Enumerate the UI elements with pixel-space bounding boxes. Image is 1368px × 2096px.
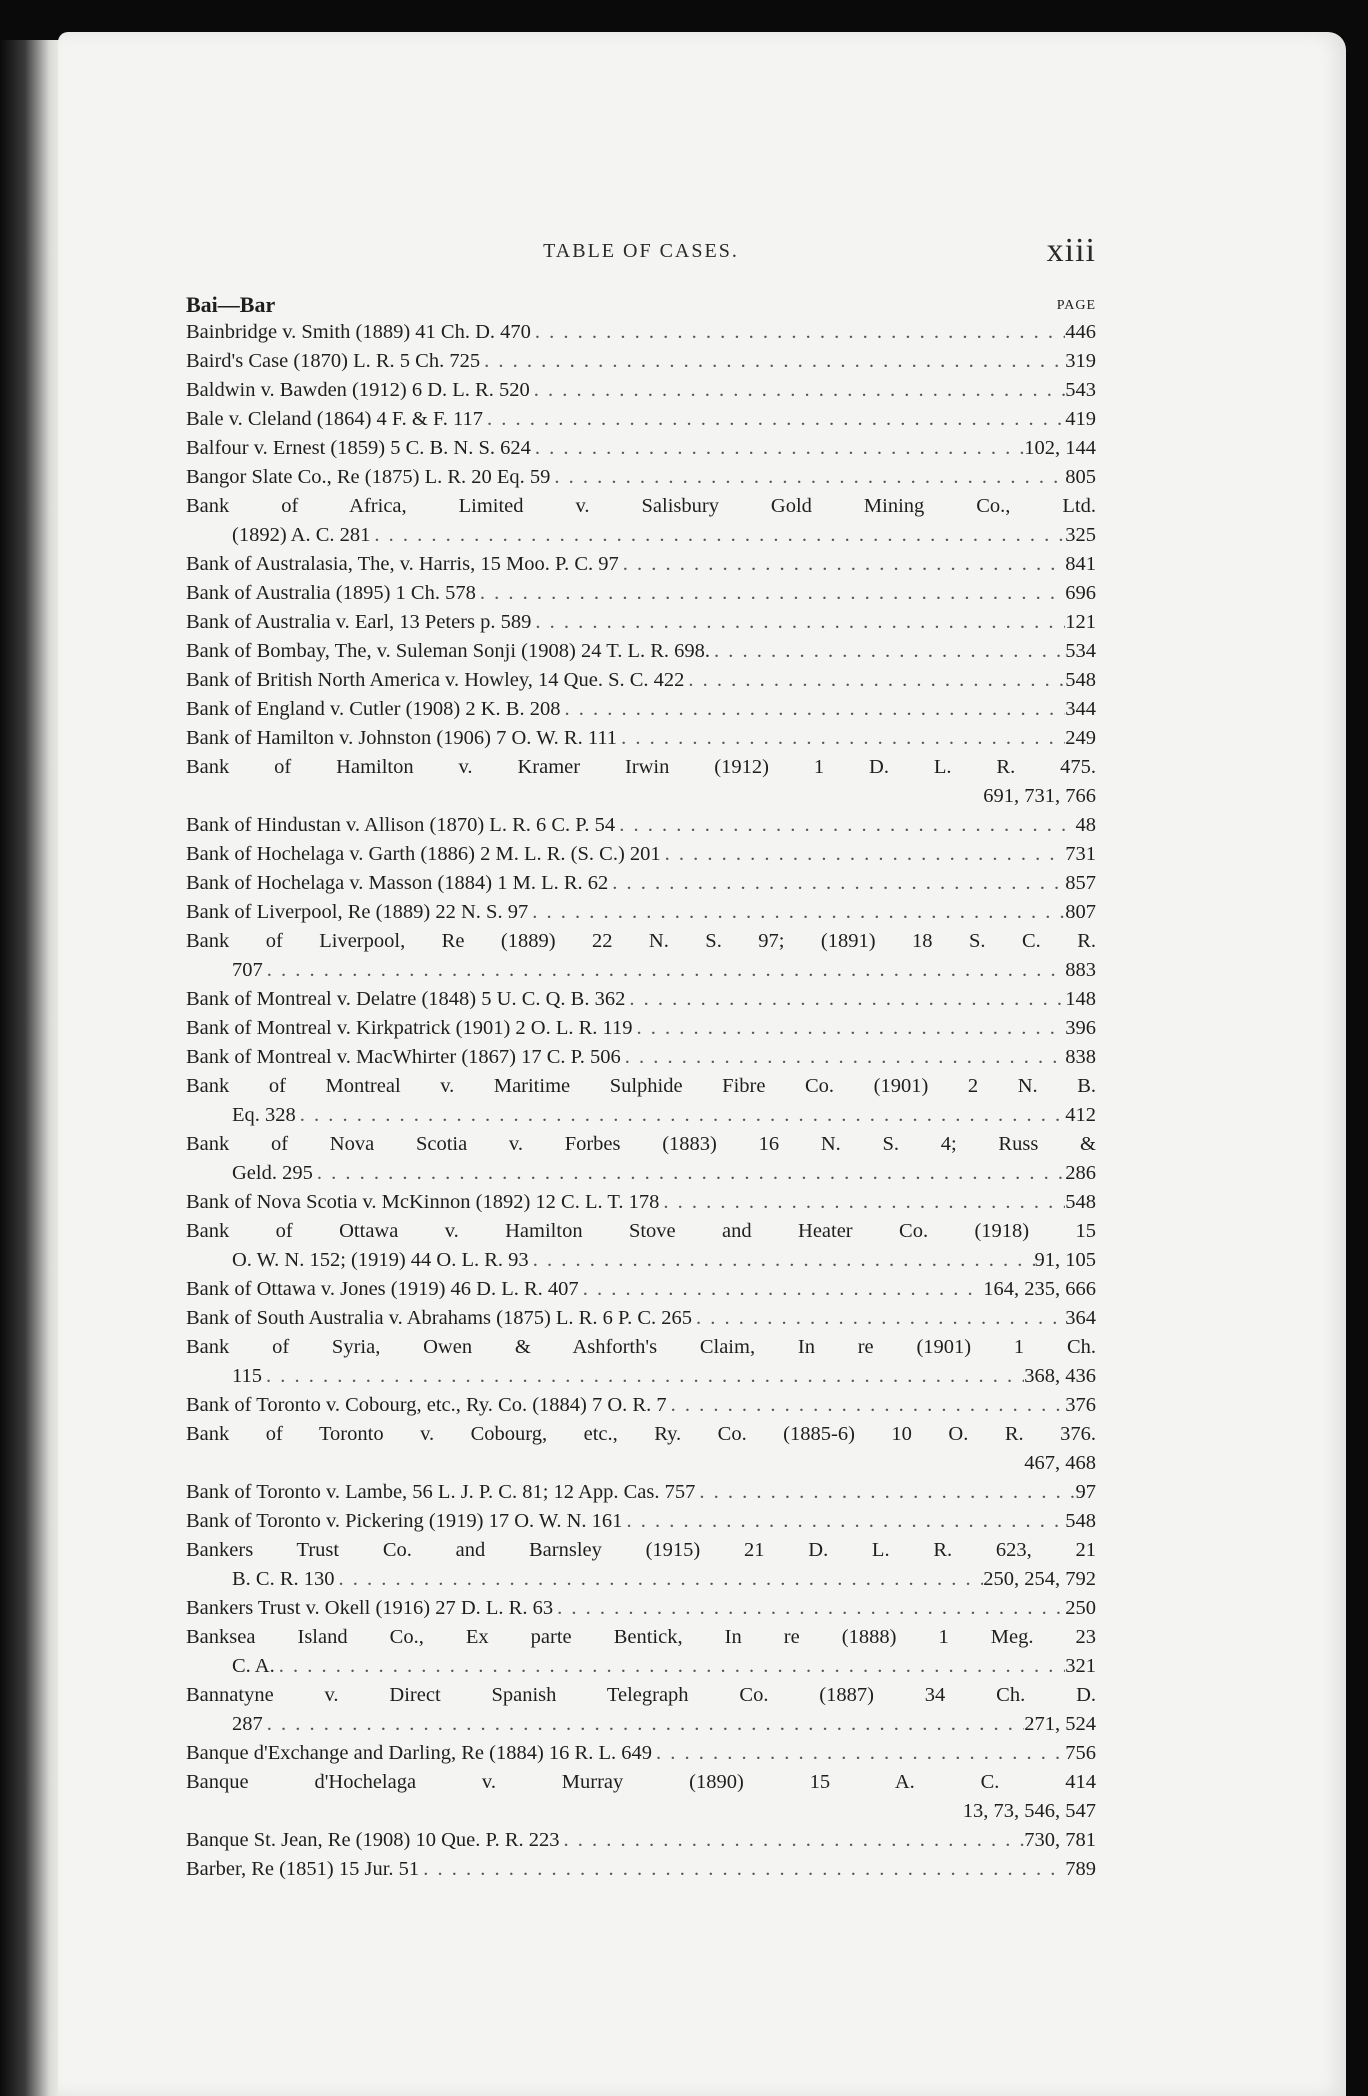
index-line: [186, 1420, 1096, 1449]
page-reference: 731: [1065, 843, 1096, 865]
index-line: [186, 1188, 1096, 1217]
index-line: [186, 463, 1096, 492]
case-citation: Bank of Bombay, The, v. Suleman Sonji (1908) 24 T. L. R. 698.: [186, 640, 711, 662]
dot-leader: [667, 1391, 1066, 1420]
index-line: [186, 753, 1096, 782]
page-reference: 805: [1065, 466, 1096, 488]
index-line: [186, 1246, 1096, 1275]
case-citation: Bank of Hamilton v. Johnston (1906) 7 O. W. R. 111: [186, 727, 618, 749]
dot-leader: [621, 1043, 1065, 1072]
case-citation: Baldwin v. Bawden (1912) 6 D. L. R. 520: [186, 379, 530, 401]
dot-leader: [476, 579, 1065, 608]
case-citation: Bank of Toronto v. Cobourg, etc., Ry. Co. (1885-6) 10 O. R. 376.: [186, 1423, 1096, 1445]
page-reference: 344: [1065, 698, 1096, 720]
dot-leader: [529, 1246, 1035, 1275]
dot-leader: [483, 405, 1065, 434]
case-citation: Barber, Re (1851) 15 Jur. 51: [186, 1858, 420, 1880]
dot-leader: [531, 434, 1024, 463]
page-reference: 121: [1065, 611, 1096, 633]
page-reference: 364: [1065, 1307, 1096, 1329]
case-citation: 115: [232, 1365, 262, 1387]
running-title: TABLE OF CASES.: [543, 240, 739, 262]
page-reference: 13, 73, 546, 547: [962, 1800, 1096, 1822]
index-line: [186, 318, 1096, 347]
case-index-list: [186, 318, 1096, 1884]
case-citation: Bank of Ottawa v. Hamilton Stove and Heater Co. (1918) 15: [186, 1220, 1096, 1242]
case-citation: Bank of South Australia v. Abrahams (1875) L. R. 6 P. C. 265: [186, 1307, 693, 1329]
index-line: [186, 1217, 1096, 1246]
case-citation: Bank of Hochelaga v. Masson (1884) 1 M. L. R. 62: [186, 872, 609, 894]
index-line: [186, 579, 1096, 608]
page-reference: 883: [1065, 959, 1096, 981]
dot-leader: [619, 550, 1066, 579]
page-reference: 534: [1065, 640, 1096, 662]
dot-leader: [633, 1014, 1066, 1043]
index-line: [186, 1768, 1096, 1797]
index-line: [186, 608, 1096, 637]
page-reference: 548: [1065, 669, 1096, 691]
dot-leader: [313, 1159, 1065, 1188]
case-citation: Geld. 295: [232, 1162, 313, 1184]
page-reference: 396: [1065, 1017, 1096, 1039]
page-reference: 148: [1065, 988, 1096, 1010]
index-line: [186, 1362, 1096, 1391]
index-line: [186, 782, 1096, 811]
dot-leader: [419, 1855, 1065, 1884]
case-citation: Bank of Australia v. Earl, 13 Peters p. 589: [186, 611, 532, 633]
case-citation: Bank of Syria, Owen & Ashforth's Claim, In re (1901) 1 Ch.: [186, 1336, 1096, 1358]
index-line: [186, 1623, 1096, 1652]
page-reference: 419: [1065, 408, 1096, 430]
page-reference: 325: [1065, 524, 1096, 546]
case-citation: Bank of Montreal v. MacWhirter (1867) 17 C. P. 506: [186, 1046, 621, 1068]
case-citation: Banque d'Exchange and Darling, Re (1884) 16 R. L. 649: [186, 1742, 652, 1764]
index-line: [186, 927, 1096, 956]
index-line: [186, 1681, 1096, 1710]
dot-leader: [617, 724, 1065, 753]
case-citation: 287: [232, 1713, 263, 1735]
index-line: [186, 347, 1096, 376]
dot-leader: [560, 695, 1065, 724]
dot-leader: [661, 840, 1066, 869]
case-citation: Bank of Toronto v. Cobourg, etc., Ry. Co. (1884) 7 O. R. 7: [186, 1394, 667, 1416]
page-reference: 756: [1065, 1742, 1096, 1764]
index-line: [186, 1391, 1096, 1420]
index-line: [186, 1536, 1096, 1565]
index-line: [186, 1507, 1096, 1536]
index-line: [186, 695, 1096, 724]
case-citation: Bank of Nova Scotia v. Forbes (1883) 16 N. S. 4; Russ &: [186, 1133, 1096, 1155]
case-citation: Bank of Montreal v. Maritime Sulphide Fibre Co. (1901) 2 N. B.: [186, 1075, 1096, 1097]
dot-leader: [622, 1507, 1065, 1536]
case-citation: Bank of Hindustan v. Allison (1870) L. R. 6 C. P. 54: [186, 814, 616, 836]
dot-leader: [560, 1826, 1025, 1855]
case-citation: Bank of England v. Cutler (1908) 2 K. B. 208: [186, 698, 561, 720]
case-citation: Banksea Island Co., Ex parte Bentick, In re (1888) 1 Meg. 23: [186, 1626, 1096, 1648]
dot-leader: [695, 1478, 1075, 1507]
case-citation: Bankers Trust v. Okell (1916) 27 D. L. R. 63: [186, 1597, 554, 1619]
book-spine-shadow: [0, 40, 62, 2096]
case-citation: Eq. 328: [232, 1104, 296, 1126]
index-line: [186, 869, 1096, 898]
index-line: [186, 492, 1096, 521]
index-line: [186, 956, 1096, 985]
page-reference: 97: [1075, 1481, 1096, 1503]
index-line: [186, 1014, 1096, 1043]
index-line: [186, 405, 1096, 434]
page-reference: 286: [1065, 1162, 1096, 1184]
case-citation: Bale v. Cleland (1864) 4 F. & F. 117: [186, 408, 483, 430]
dot-leader: [531, 608, 1065, 637]
index-line: [186, 1594, 1096, 1623]
page-reference: 696: [1065, 582, 1096, 604]
case-citation: (1892) A. C. 281: [232, 524, 371, 546]
case-citation: Bank of Montreal v. Kirkpatrick (1901) 2 O. L. R. 119: [186, 1017, 633, 1039]
page-reference: 548: [1065, 1191, 1096, 1213]
index-line: [186, 1855, 1096, 1884]
running-header: [186, 232, 1096, 272]
dot-leader: [615, 811, 1075, 840]
index-line: [186, 1275, 1096, 1304]
page-reference: 319: [1065, 350, 1096, 372]
index-line: [186, 724, 1096, 753]
page-reference: 467, 468: [1024, 1452, 1096, 1474]
page-reference: 321: [1065, 1655, 1096, 1677]
page-reference: 789: [1065, 1858, 1096, 1880]
dot-leader: [275, 1652, 1066, 1681]
page-reference: 691, 731, 766: [983, 785, 1096, 807]
index-line: [186, 1565, 1096, 1594]
case-citation: Bainbridge v. Smith (1889) 41 Ch. D. 470: [186, 321, 531, 343]
dot-leader: [262, 1362, 1024, 1391]
dot-leader: [553, 1594, 1065, 1623]
case-citation: Bank of Montreal v. Delatre (1848) 5 U. C. Q. B. 362: [186, 988, 626, 1010]
index-line: [186, 1043, 1096, 1072]
page-reference: 164, 235, 666: [983, 1278, 1096, 1300]
index-line: [186, 1072, 1096, 1101]
case-citation: Banque d'Hochelaga v. Murray (1890) 15 A. C. 414: [186, 1771, 1096, 1793]
page-reference: 730, 781: [1024, 1829, 1096, 1851]
index-line: [186, 840, 1096, 869]
dot-leader: [296, 1101, 1065, 1130]
index-line: [186, 1333, 1096, 1362]
page-reference: 446: [1065, 321, 1096, 343]
case-citation: Bankers Trust Co. and Barnsley (1915) 21 D. L. R. 623, 21: [186, 1539, 1096, 1561]
case-citation: Bank of Africa, Limited v. Salisbury Gold Mining Co., Ltd.: [186, 495, 1096, 517]
page-reference: 271, 524: [1024, 1713, 1096, 1735]
index-line: [186, 376, 1096, 405]
page-reference: 250: [1065, 1597, 1096, 1619]
case-citation: Balfour v. Ernest (1859) 5 C. B. N. S. 624: [186, 437, 531, 459]
index-line: [186, 1159, 1096, 1188]
page-reference: 841: [1065, 553, 1096, 575]
index-line: [186, 1652, 1096, 1681]
index-line: [186, 1101, 1096, 1130]
alphabetical-range: Bai—Bar: [186, 292, 276, 317]
page-reference: 412: [1065, 1104, 1096, 1126]
index-line: [186, 666, 1096, 695]
dot-leader: [335, 1565, 984, 1594]
page-reference: 48: [1075, 814, 1096, 836]
case-citation: O. W. N. 152; (1919) 44 O. L. R. 93: [232, 1249, 529, 1271]
index-line: [186, 985, 1096, 1014]
index-line: [186, 521, 1096, 550]
dot-leader: [684, 666, 1065, 695]
dot-leader: [370, 521, 1065, 550]
index-line: [186, 1449, 1096, 1478]
case-citation: Bank of Hochelaga v. Garth (1886) 2 M. L. R. (S. C.) 201: [186, 843, 661, 865]
index-line: [186, 1739, 1096, 1768]
case-citation: Baird's Case (1870) L. R. 5 Ch. 725: [186, 350, 481, 372]
case-citation: Bangor Slate Co., Re (1875) L. R. 20 Eq. 59: [186, 466, 551, 488]
index-line: [186, 1130, 1096, 1159]
dot-leader: [652, 1739, 1065, 1768]
case-citation: Bank of Australasia, The, v. Harris, 15 Moo. P. C. 97: [186, 553, 619, 575]
case-citation: Bank of Hamilton v. Kramer Irwin (1912) 1 D. L. R. 475.: [186, 756, 1096, 778]
case-citation: Bannatyne v. Direct Spanish Telegraph Co. (1887) 34 Ch. D.: [186, 1684, 1096, 1706]
page-reference: 543: [1065, 379, 1096, 401]
case-citation: Bank of Toronto v. Pickering (1919) 17 O. W. N. 161: [186, 1510, 623, 1532]
page-reference: 250, 254, 792: [983, 1568, 1096, 1590]
index-line: [186, 1478, 1096, 1507]
case-citation: Bank of Australia (1895) 1 Ch. 578: [186, 582, 476, 604]
dot-leader: [710, 637, 1065, 666]
case-citation: Bank of Liverpool, Re (1889) 22 N. S. 97; (1891) 18 S. C. R.: [186, 930, 1096, 952]
dot-leader: [625, 985, 1065, 1014]
page-reference: 838: [1065, 1046, 1096, 1068]
dot-leader: [692, 1304, 1065, 1333]
dot-leader: [263, 956, 1066, 985]
page-number: xiii: [1046, 232, 1096, 269]
index-line: [186, 811, 1096, 840]
dot-leader: [579, 1275, 984, 1304]
index-line: [186, 434, 1096, 463]
dot-leader: [531, 318, 1065, 347]
case-citation: Banque St. Jean, Re (1908) 10 Que. P. R. 223: [186, 1829, 560, 1851]
dot-leader: [550, 463, 1065, 492]
page-reference: 91, 105: [1034, 1249, 1096, 1271]
dot-leader: [528, 898, 1065, 927]
section-heading: [186, 292, 1096, 318]
dot-leader: [530, 376, 1066, 405]
page-reference: 807: [1065, 901, 1096, 923]
page-column-header: PAGE: [1056, 298, 1096, 313]
case-citation: Bank of Ottawa v. Jones (1919) 46 D. L. R. 407: [186, 1278, 579, 1300]
dot-leader: [480, 347, 1065, 376]
index-line: [186, 1710, 1096, 1739]
dot-leader: [263, 1710, 1025, 1739]
case-citation: Bank of Nova Scotia v. McKinnon (1892) 12 C. L. T. 178: [186, 1191, 660, 1213]
page-reference: 857: [1065, 872, 1096, 894]
index-line: [186, 1797, 1096, 1826]
case-citation: C. A.: [232, 1655, 275, 1677]
dot-leader: [659, 1188, 1065, 1217]
page-reference: 368, 436: [1024, 1365, 1096, 1387]
page-reference: 376: [1065, 1394, 1096, 1416]
case-citation: B. C. R. 130: [232, 1568, 335, 1590]
page-reference: 102, 144: [1024, 437, 1096, 459]
index-line: [186, 550, 1096, 579]
index-line: [186, 1826, 1096, 1855]
page-reference: 249: [1065, 727, 1096, 749]
index-line: [186, 1304, 1096, 1333]
case-citation: Bank of Toronto v. Lambe, 56 L. J. P. C. 81; 12 App. Cas. 757: [186, 1481, 696, 1503]
case-citation: Bank of British North America v. Howley, 14 Que. S. C. 422: [186, 669, 685, 691]
case-citation: Bank of Liverpool, Re (1889) 22 N. S. 97: [186, 901, 529, 923]
case-citation: 707: [232, 959, 263, 981]
page-reference: 548: [1065, 1510, 1096, 1532]
index-line: [186, 898, 1096, 927]
dot-leader: [608, 869, 1065, 898]
index-line: [186, 637, 1096, 666]
